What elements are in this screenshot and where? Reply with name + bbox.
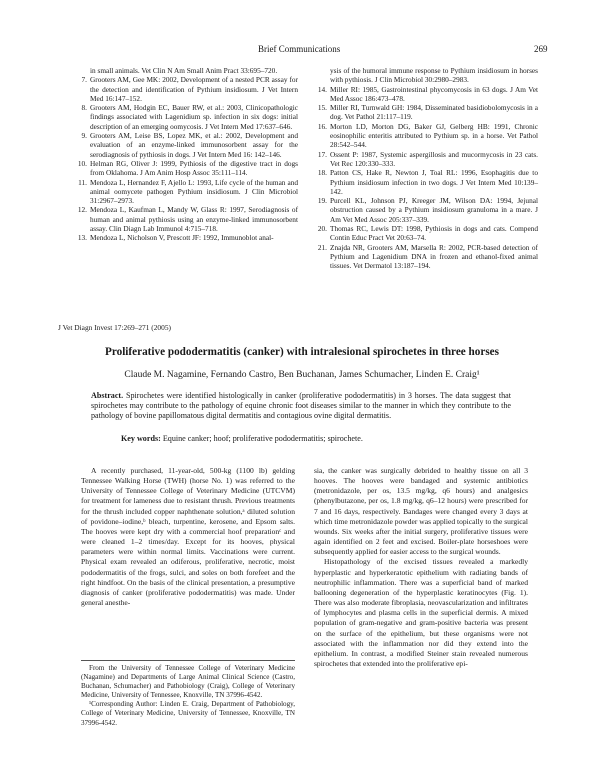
affiliation-footnote: From the University of Tennessee College of Veterinary Medicine (Nagamine) and Departments of Large Animal Clinical Science (Castro, Buchanan, Schumacher) and Pathobiology (Craig), College of Veterinary Medicine, University of Tennessee, Knoxville, TN 37996-4542. [81, 664, 295, 700]
reference-item: 21. Znajda NR, Grooters AM, Marsella R: 2002, PCR-based detection of Pythium and Lagenidium DNA in frozen and ethanol-fixed animal tissues. Vet Dermatol 13:187–194. [317, 242, 538, 271]
keywords-label: Key words: [121, 434, 161, 443]
reference-item: 20. Thomas RC, Lewis DT: 1998, Pythiosis in dogs and cats. Compend Contin Educ Pract Vet 20:63–74. [317, 224, 538, 243]
running-header-title: Brief Communications [258, 44, 341, 54]
body-paragraph: sia, the canker was surgically debrided to healthy tissue on all 3 hooves. The hooves were bandaged and systemic antibiotics (metronidazole, per os, 13.5 mg/kg, q6 hours) and analgesics (phenylbutazone, per os, 1.8 mg/kg, q6–12 hours) were prescribed for 7 and 16 days, respectively. Bandages were changed every 3 days at which time metronidazole powder was applied topically to the surgical wounds. Six weeks after the initial surgery, proliferative tissues were again identified on 2 feet and excised. Boiler-plate horseshoes were subsequently applied for easier access to the surgical wounds. [314, 466, 528, 557]
keywords [121, 434, 363, 443]
abstract-label: Abstract. [91, 391, 124, 400]
reference-item: 9. Grooters AM, Leise BS, Lopez MK, et al.: 2002, Development and evaluation of an enzyme-linked immunosorbent assay for the serodiagnosis of pythiosis in dogs. J Vet Intern Med 16: 142–146. [81, 131, 298, 159]
footnote-divider [81, 660, 295, 661]
abstract-text: Spirochetes were identified histologically in canker (proliferative pododermatitis) in 3 horses. The data suggest that spirochetes may contribute to the pathology of equine chronic foot diseases similar to the manner in which they contribute to the pathology of bovine papillomatous digital dermatitis and contagious ovine digital dermatitis. [91, 391, 511, 421]
reference-item: 16. Morton LD, Morton DG, Baker GJ, Gelberg HB: 1991, Chronic eosinophilic enteritis attributed to Pythium sp. in a horse. Vet Pathol 28:542–544. [317, 121, 538, 150]
reference-item: in small animals. Vet Clin N Am Small Anim Pract 33:695–720. [90, 66, 278, 75]
page-number: 269 [534, 44, 548, 54]
body-paragraph: A recently purchased, 11-year-old, 500-kg (1100 lb) gelding Tennessee Walking Horse (TWH) (horse No. 1) was referred to the University of Tennessee College of Veterinary Medicine (UTCVM) for treatment for lameness due to resistant thrush. Previous treatments for the thrush included copper naphthenate solution,ᵃ diluted solution of povidone–iodine,ᵇ bleach, turpentine, kerosene, and Epsom salts. The hooves were kept dry with a commercial hoof preparationᶜ and were cleaned 1–2 times/day. Except for its hooves, physical parameters were within normal limits. Vaccinations were current. Physical exam revealed an odiferous, proliferative, necrotic, moist pododermatitis of the frogs, sulci, and soles on both forefeet and the right hindfoot. On the basis of the clinical presentation, a presumptive diagnosis of canker (proliferative pododermatitis) was made. Under general anesthe- [81, 466, 295, 608]
body-right-column [314, 466, 528, 669]
reference-item: ysis of the humoral immune response to Pythium insidiosum in horses with pythiosis. J Clin Microbiol 30:2980–2983. [330, 66, 538, 85]
abstract [91, 391, 511, 422]
reference-item: 19. Purcell KL, Johnson PJ, Kreeger JM, Wilson DA: 1994, Jejunal obstruction caused by a Pythium insidiosum granuloma in a mare. J Am Vet Med Assoc 205:337–339. [317, 196, 538, 224]
author-list: Claude M. Nagamine, Fernando Castro, Ben Buchanan, James Schumacher, Linden E. Craig¹ [124, 370, 480, 380]
reference-item: 18. Patton CS, Hake R, Newton J, Toal RL: 1996, Esophagitis due to Pythium insidiosum infection in two dogs. J Vet Intern Med 10:139–142. [317, 168, 538, 196]
references-right-column [318, 66, 538, 271]
reference-item: 8. Grooters AM, Hodgin EC, Bauer RW, et al.: 2003, Clinicopathologic findings associated with Lagenidium sp. infection in six dogs: initial description of an emerging oomycosis. J Vet Intern Med 17:637–646. [81, 103, 298, 131]
reference-item: 14. Miller RI: 1985, Gastrointestinal phycomycosis in 63 dogs. J Am Vet Med Assoc 186:473–478. [317, 84, 538, 103]
body-paragraph: Histopathology of the excised tissues revealed a markedly hyperplastic and hyperkeratotic epithelium with radiating bands of neutrophilic inflammation. There was a superficial band of marked ballooning degeneration of the hyperplastic keratinocytes (Fig. 1). There was also moderate fibroplasia, neovascularization and infiltrates of lymphocytes and plasma cells in the superficial dermis. A mixed population of gram-negative and gram-positive bacteria was present on the surface of the epithelium, but these organisms were not associated with the inflammation nor did they extend into the epithelium. In contrast, a modified Steiner stain revealed numerous spirochetes that extended into the proliferative epi- [314, 557, 528, 668]
reference-item: 10. Helman RG, Oliver J: 1999, Pythiosis of the digestive tract in dogs from Oklahoma. J Am Anim Hosp Assoc 35:111–114. [77, 158, 298, 178]
reference-item: 7. Grooters AM, Gee MK: 2002, Development of a nested PCR assay for the detection and identification of Pythium insidiosum. J Vet Intern Med 16:147–152. [81, 75, 298, 103]
article-title: Proliferative pododermatitis (canker) with intralesional spirochetes in three horses [105, 346, 499, 358]
footnotes [81, 664, 295, 728]
references-left-column [78, 66, 298, 243]
corresponding-author-footnote: ¹Corresponding Author: Linden E. Craig, Department of Pathobiology, College of Veterinary Medicine, University of Tennessee, Knoxville, TN 37996-4542. [81, 700, 295, 727]
keywords-text: Equine canker; hoof; proliferative pododermatitis; spirochete. [162, 434, 363, 443]
reference-item: 11. Mendoza L, Hernandez F, Ajello L: 1993, Life cycle of the human and animal oomycete pathogen Pythium insidiosum. J Clin Microbiol 31:2967–2973. [78, 177, 298, 206]
reference-item: 12. Mendoza L, Kaufman L, Mandy W, Glass R: 1997, Serodiagnosis of human and animal pythiosis using an enzyme-linked immunosorbent assay. Clin Diagn Lab Immunol 4:715–718. [77, 205, 298, 234]
journal-citation: J Vet Diagn Invest 17:269–271 (2005) [58, 323, 171, 332]
body-left-column [81, 466, 295, 608]
reference-item: 15. Miller RI, Turnwald GH: 1984, Disseminated basidiobolomycosis in a dog. Vet Pathol 21:117–119. [317, 103, 538, 122]
reference-item: 13. Mendoza L, Nicholson V, Prescott JF: 1992, Immunoblot anal- [77, 233, 274, 243]
reference-item: 17. Ossent P: 1987, Systemic aspergillosis and mucormycosis in 23 cats. Vet Rec 120:330–333. [317, 149, 538, 168]
